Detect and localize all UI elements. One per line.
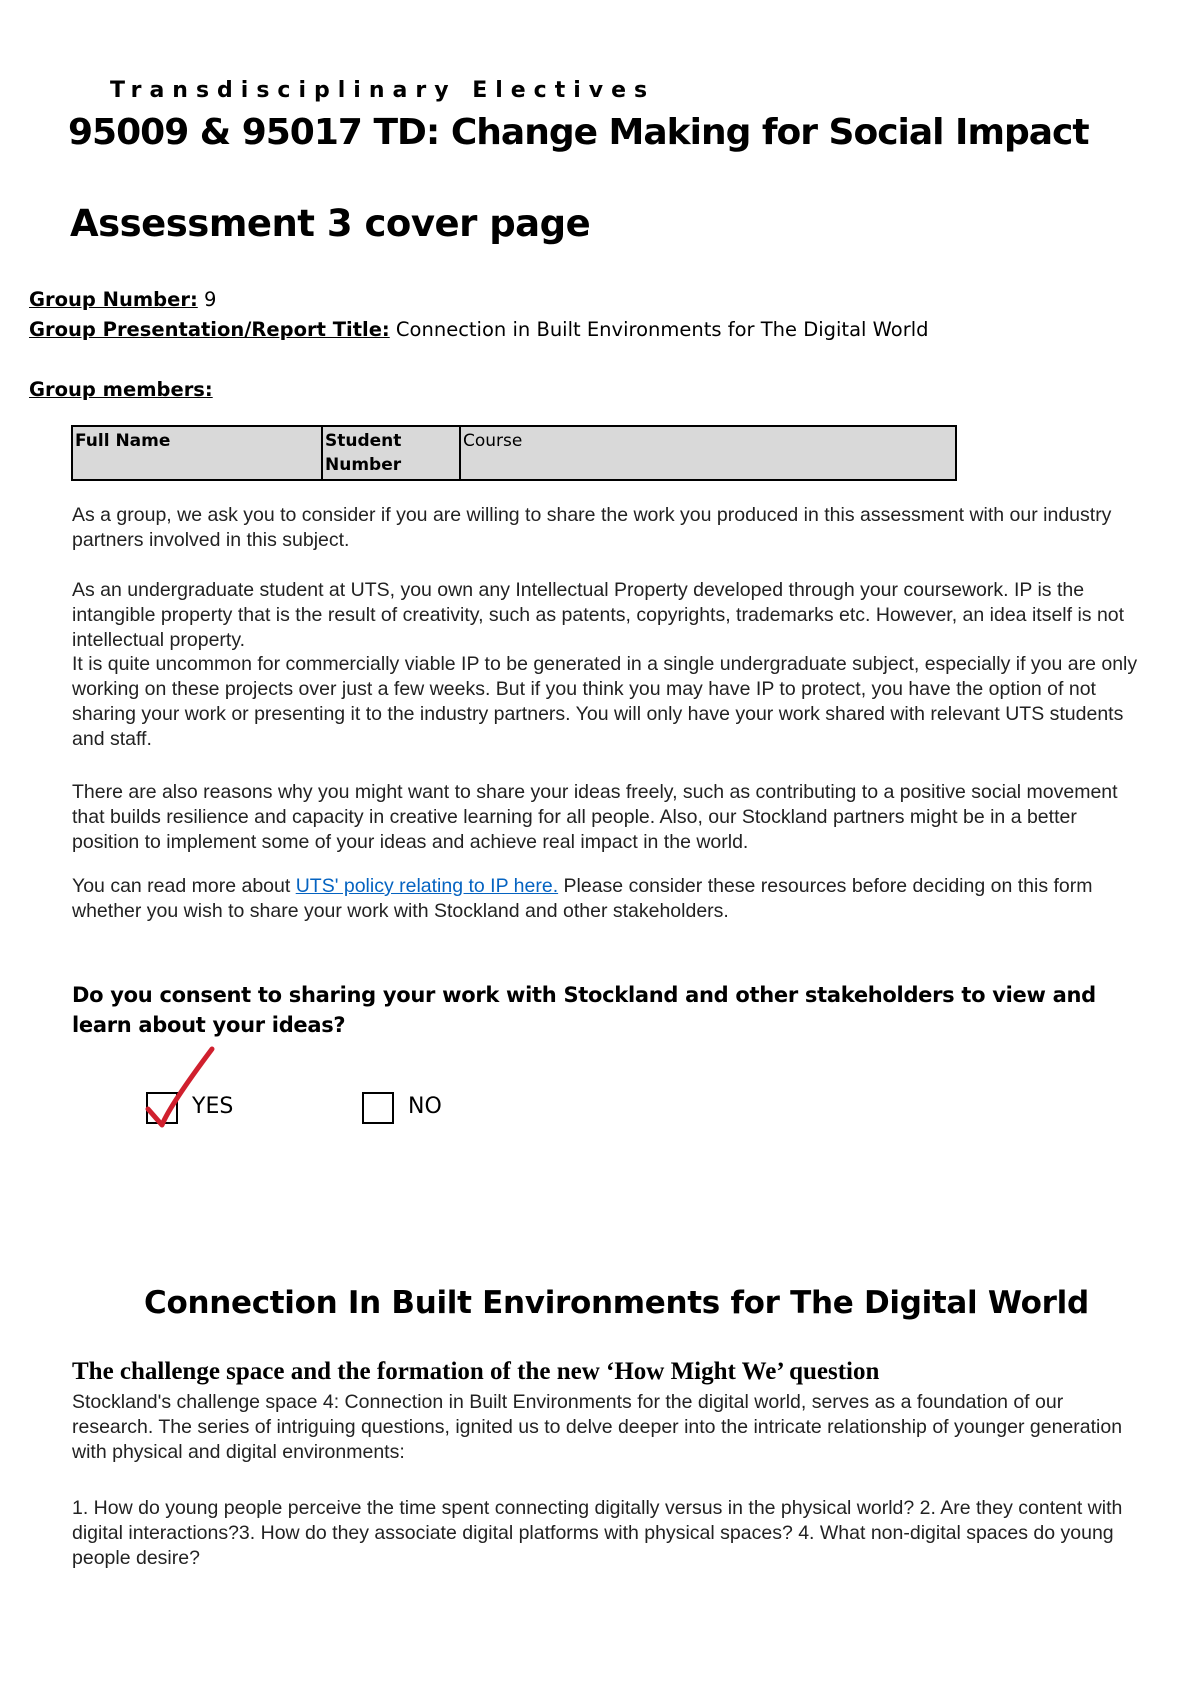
page-title: Assessment 3 cover page bbox=[70, 202, 591, 245]
group-members-heading bbox=[29, 378, 213, 401]
program-heading: Transdisciplinary Electives bbox=[110, 78, 656, 103]
section-title: Connection In Built Environments for The Digital World bbox=[144, 1285, 1089, 1321]
section-intro: Stockland's challenge space 4: Connection in Built Environments for the digital world, serves as a foundation of our research. The series of intriguing questions, ignited us to delve deeper into the intricate relationship of younger generation with physical and digital environments: bbox=[72, 1391, 1123, 1463]
checkmark-icon bbox=[140, 1045, 220, 1135]
members-table bbox=[71, 425, 957, 481]
group-number-label: Group Number: bbox=[29, 288, 198, 311]
header-course: Course bbox=[460, 426, 956, 480]
consent-question: Do you consent to sharing your work with Stockland and other stakeholders to view and learn about your ideas? bbox=[72, 983, 1096, 1037]
members-table-header-row bbox=[72, 426, 956, 480]
paragraph-ip-ownership: As an undergraduate student at UTS, you own any Intellectual Property developed through your coursework. IP is the intangible property that is the result of creativity, such as patents, copyrights, trademarks etc. However, an idea itself is not intellectual property. bbox=[72, 579, 1125, 651]
ip-policy-link[interactable]: UTS' policy relating to IP here. bbox=[295, 875, 559, 897]
section-subtitle: The challenge space and the formation of the new ‘How Might We’ question bbox=[72, 1358, 880, 1385]
no-label: NO bbox=[408, 1094, 442, 1119]
group-number-value: 9 bbox=[197, 288, 217, 311]
group-members-label: Group members: bbox=[29, 378, 213, 401]
paragraph-share-reasons: There are also reasons why you might want to share your ideas freely, such as contributing to a positive social movement that builds resilience and capacity in creative learning for all people. Also, our Stockland partners might be in a better position to implement some of your ideas and achieve real impact in the world. bbox=[72, 781, 1118, 853]
group-title-line bbox=[29, 318, 929, 341]
paragraph-share-request: As a group, we ask you to consider if you are willing to share the work you produced in this assessment with our industry partners involved in this subject. bbox=[72, 504, 1112, 551]
group-number-line bbox=[29, 288, 216, 311]
section-questions: 1. How do young people perceive the time spent connecting digitally versus in the physical world? 2. Are they content with digital interactions?3. How do they associate digital platforms with physical spaces? 4. What non-digital spaces do young people desire? bbox=[72, 1497, 1123, 1569]
paragraph-ip-uncommon: It is quite uncommon for commercially viable IP to be generated in a single undergraduate subject, especially if you are only working on these projects over just a few weeks. But if you think you may have IP to protect, you have the option of not sharing your work or presenting it to the industry partners. You will only have your work shared with relevant UTS students and staff. bbox=[72, 653, 1138, 750]
header-full-name: Full Name bbox=[72, 426, 322, 480]
yes-label: YES bbox=[192, 1094, 234, 1119]
group-title-value: Connection in Built Environments for The Digital World bbox=[389, 318, 929, 341]
group-title-label: Group Presentation/Report Title: bbox=[29, 318, 390, 341]
course-title: 95009 & 95017 TD: Change Making for Social Impact bbox=[68, 112, 1089, 153]
paragraph-policy bbox=[72, 874, 1142, 924]
policy-text-after: Please consider these resources before deciding on this form whether you wish to share your work with Stockland and other stakeholders. bbox=[72, 875, 1093, 922]
policy-text-before: You can read more about bbox=[72, 875, 296, 897]
no-checkbox[interactable] bbox=[362, 1092, 394, 1124]
header-student-number: Student Number bbox=[322, 426, 460, 480]
